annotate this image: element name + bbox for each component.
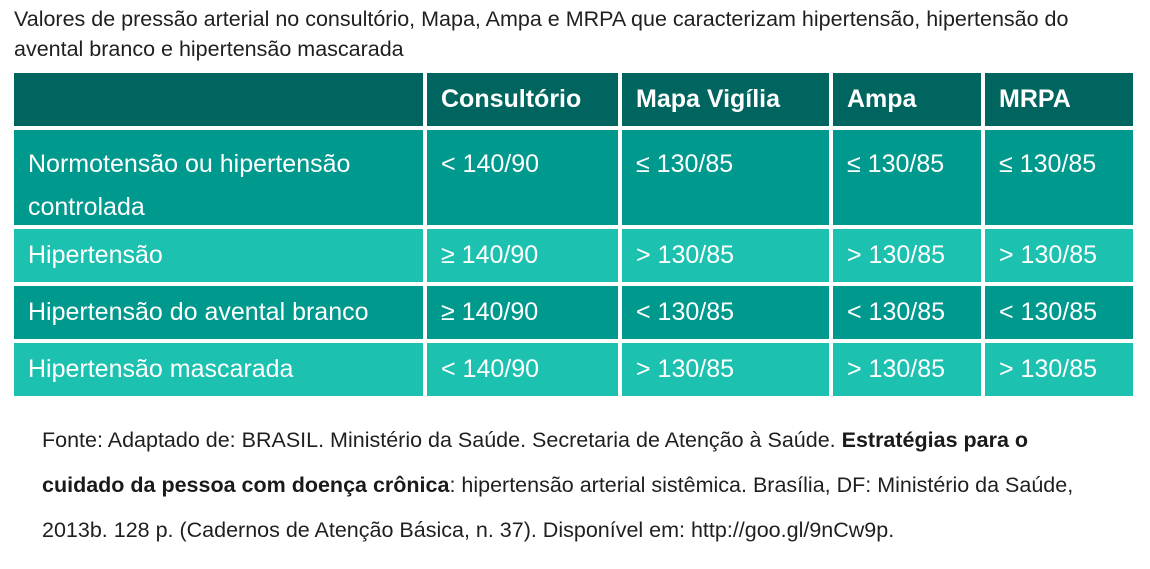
table-cell: > 130/85 (833, 343, 985, 400)
table-row (14, 130, 1133, 229)
source-citation (42, 418, 1112, 553)
table-row (14, 286, 1133, 343)
table-cell: < 130/85 (833, 286, 985, 343)
table-cell: > 130/85 (622, 343, 833, 400)
table-cell: ≤ 130/85 (833, 130, 985, 229)
table-cell: ≥ 140/90 (427, 286, 622, 343)
table-cell: ≥ 140/90 (427, 229, 622, 286)
row-label: Hipertensão do avental branco (14, 286, 427, 343)
source-title: Estratégias para o cuidado da pessoa com doença crônica (42, 428, 1029, 497)
header-cell-mapa-vigilia: Mapa Vigília (622, 73, 833, 130)
row-label: Hipertensão mascarada (14, 343, 427, 400)
table-cell: > 130/85 (985, 343, 1133, 400)
header-cell-ampa: Ampa (833, 73, 985, 130)
table-cell: > 130/85 (622, 229, 833, 286)
header-cell-mrpa: MRPA (985, 73, 1133, 130)
table-cell: ≤ 130/85 (985, 130, 1133, 229)
table-row (14, 229, 1133, 286)
row-label: Hipertensão (14, 229, 427, 286)
table-cell: < 130/85 (985, 286, 1133, 343)
table-cell: > 130/85 (985, 229, 1133, 286)
source-prefix: Fonte: Adaptado de: BRASIL. Ministério da Saúde. Secretaria de Atenção à Saúde. (42, 428, 842, 452)
table-caption: Valores de pressão arterial no consultório, Mapa, Ampa e MRPA que caracterizam hipertensão, hipertensão do avental branco e hipertensão mascarada (14, 7, 1069, 61)
source-suffix: : hipertensão arterial sistêmica. Brasília, DF: Ministério da Saúde, 2013b. 128 p. (Cadernos de Atenção Básica, n. 37). Disponível em: http://goo.gl/9nCw9p. (42, 473, 1074, 542)
table-row (14, 343, 1133, 400)
table-cell: > 130/85 (833, 229, 985, 286)
table-cell: ≤ 130/85 (622, 130, 833, 229)
table-cell: < 140/90 (427, 130, 622, 229)
row-label: Normotensão ou hipertensão controlada (14, 130, 427, 229)
table-cell: < 130/85 (622, 286, 833, 343)
blood-pressure-table (14, 73, 1133, 400)
table-header-row (14, 73, 1133, 130)
table-cell: < 140/90 (427, 343, 622, 400)
header-cell-consultorio: Consultório (427, 73, 622, 130)
header-cell-empty (14, 73, 427, 130)
